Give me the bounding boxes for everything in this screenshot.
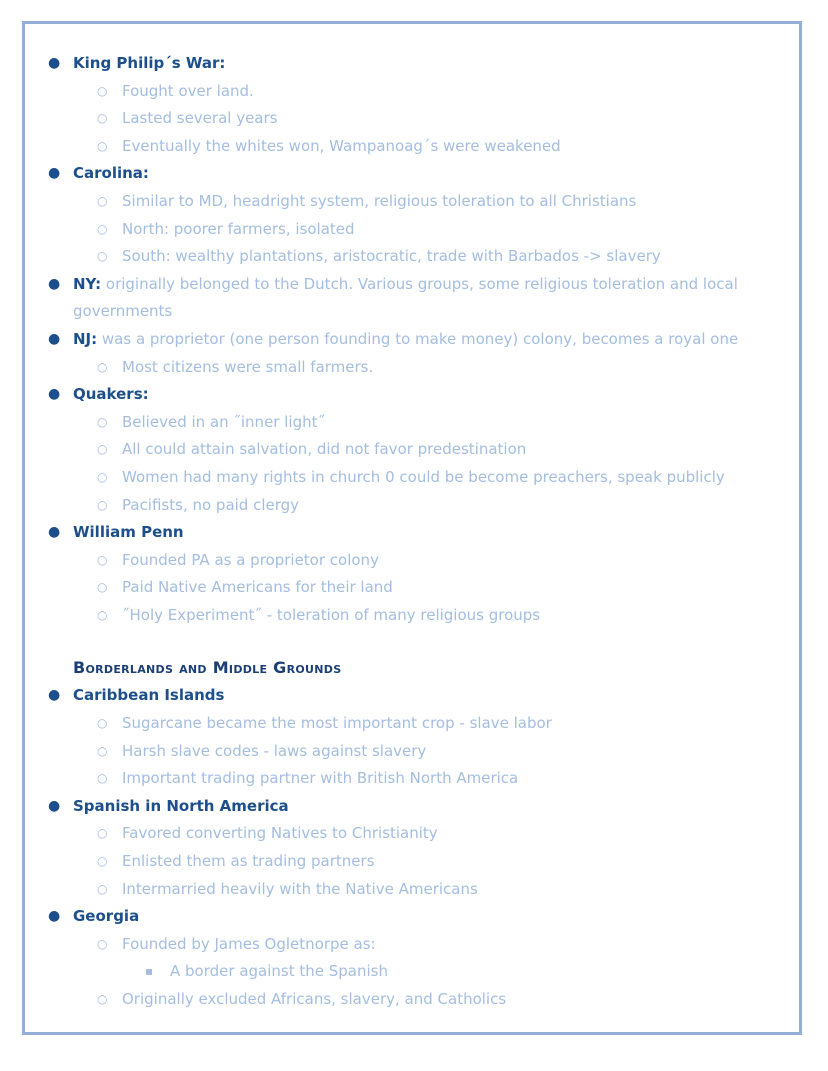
sub-item: [45, 765, 765, 793]
sub-item: [45, 848, 765, 876]
circle-bullet-icon: ○: [97, 854, 108, 869]
circle-bullet-icon: ○: [97, 414, 108, 429]
sub-item: [45, 464, 765, 492]
list-item-william-penn: [45, 519, 765, 547]
sub-item: [45, 574, 765, 602]
topic-heading: Georgia: [73, 907, 140, 926]
sub-item-text: Founded PA as a proprietor colony: [122, 550, 379, 569]
sub-item: [45, 436, 765, 464]
circle-bullet-icon: ○: [97, 743, 108, 758]
bullet-icon: ●: [48, 687, 61, 704]
bullet-icon: ●: [48, 165, 61, 182]
sub-item-text: Similar to MD, headright system, religious toleration to all Christians: [122, 191, 637, 210]
bullet-icon: ●: [48, 386, 61, 403]
list-item-caribbean: [45, 682, 765, 710]
topic-heading: Spanish in North America: [73, 796, 289, 815]
sub-item-text: Favored converting Natives to Christianity: [122, 824, 438, 843]
sub-item-text: Women had many rights in church 0 could be become preachers, speak publicly: [122, 467, 725, 486]
list-item-georgia: [45, 903, 765, 931]
sub-item-text: Founded by James Ogletnorpe as:: [122, 934, 376, 953]
sub-item: [45, 492, 765, 520]
topic-heading: Caribbean Islands: [73, 686, 225, 705]
topic-heading: Quakers:: [73, 385, 149, 404]
list-item-king-philips-war: [45, 50, 765, 78]
sub-item: [45, 710, 765, 738]
sub-item: [45, 547, 765, 575]
circle-bullet-icon: ○: [97, 716, 108, 731]
sub-item: [45, 931, 765, 959]
circle-bullet-icon: ○: [97, 771, 108, 786]
topic-heading: King Philip´s War:: [73, 54, 226, 72]
sub-item: [45, 876, 765, 904]
bullet-icon: ●: [48, 797, 61, 814]
sub-item: [45, 820, 765, 848]
sub-item: [45, 78, 765, 106]
sub-item: [45, 602, 765, 630]
sub-item-text: South: wealthy plantations, aristocratic, trade with Barbados -> slavery: [122, 247, 661, 266]
sub-item-text: ˝Holy Experiment˝ - toleration of many religious groups: [122, 605, 541, 624]
sub-item-text: Harsh slave codes - laws against slavery: [122, 741, 427, 760]
circle-bullet-icon: ○: [97, 83, 108, 98]
sub-item-text: Important trading partner with British North America: [122, 769, 519, 788]
section-heading: Borderlands and Middle Grounds: [73, 658, 342, 678]
sub-item-text: Intermarried heavily with the Native Americans: [122, 879, 478, 898]
circle-bullet-icon: ○: [97, 111, 108, 126]
sub-item: [45, 986, 765, 1014]
sub-item: [45, 354, 765, 382]
sub-item: [45, 409, 765, 437]
sub-item-text: Sugarcane became the most important crop - slave labor: [122, 714, 552, 733]
topic-text: was a proprietor (one person founding to make money) colony, becomes a royal one: [97, 329, 739, 348]
circle-bullet-icon: ○: [97, 359, 108, 374]
sub-item: [45, 188, 765, 216]
sub-item: [45, 216, 765, 244]
sub-item: [45, 243, 765, 271]
bullet-icon: ●: [48, 275, 61, 292]
sub-item-text: All could attain salvation, did not favor predestination: [122, 440, 527, 459]
sub-item-text: Believed in an ˝inner light˝: [122, 412, 325, 431]
circle-bullet-icon: ○: [97, 826, 108, 841]
sub-item-text: Fought over land.: [122, 81, 254, 100]
list-item-quakers: [45, 381, 765, 409]
circle-bullet-icon: ○: [97, 607, 108, 622]
list-item-ny: [45, 271, 765, 326]
sub-sub-item: [45, 958, 765, 986]
list-item-spanish: [45, 793, 765, 821]
sub-item-text: Enlisted them as trading partners: [122, 852, 375, 871]
sub-item: [45, 105, 765, 133]
circle-bullet-icon: ○: [97, 249, 108, 264]
topic-text: originally belonged to the Dutch. Various groups, some religious toleration and local governments: [73, 274, 738, 321]
bullet-icon: ●: [48, 524, 61, 541]
circle-bullet-icon: ○: [97, 442, 108, 457]
sub-sub-item-text: A border against the Spanish: [170, 962, 388, 981]
sub-item: [45, 738, 765, 766]
circle-bullet-icon: ○: [97, 936, 108, 951]
topic-heading: NJ:: [73, 329, 98, 348]
list-item-nj: [45, 326, 765, 354]
sub-item: [45, 133, 765, 161]
circle-bullet-icon: ○: [97, 138, 108, 153]
topic-heading: Carolina:: [73, 164, 149, 183]
circle-bullet-icon: ○: [97, 193, 108, 208]
circle-bullet-icon: ○: [97, 881, 108, 896]
notes-content: [45, 50, 765, 1014]
topic-heading: William Penn: [73, 523, 184, 542]
circle-bullet-icon: ○: [97, 469, 108, 484]
circle-bullet-icon: ○: [97, 992, 108, 1006]
sub-item-text: Eventually the whites won, Wampanoag´s were weakened: [122, 136, 561, 155]
sub-item-text: Most citizens were small farmers.: [122, 357, 374, 376]
square-bullet-icon: ▪: [145, 964, 154, 979]
sub-item-text: Paid Native Americans for their land: [122, 578, 393, 597]
circle-bullet-icon: ○: [97, 221, 108, 236]
bullet-icon: ●: [48, 908, 61, 925]
circle-bullet-icon: ○: [97, 497, 108, 512]
bullet-icon: ●: [48, 330, 61, 347]
sub-item-text: Lasted several years: [122, 109, 278, 128]
bullet-icon: ●: [48, 55, 61, 71]
topic-heading: NY:: [73, 274, 102, 293]
circle-bullet-icon: ○: [97, 580, 108, 595]
sub-item-text: Originally excluded Africans, slavery, and Catholics: [122, 990, 507, 1008]
list-item-carolina: [45, 160, 765, 188]
circle-bullet-icon: ○: [97, 552, 108, 567]
sub-item-text: North: poorer farmers, isolated: [122, 219, 355, 238]
sub-item-text: Pacifists, no paid clergy: [122, 495, 300, 514]
